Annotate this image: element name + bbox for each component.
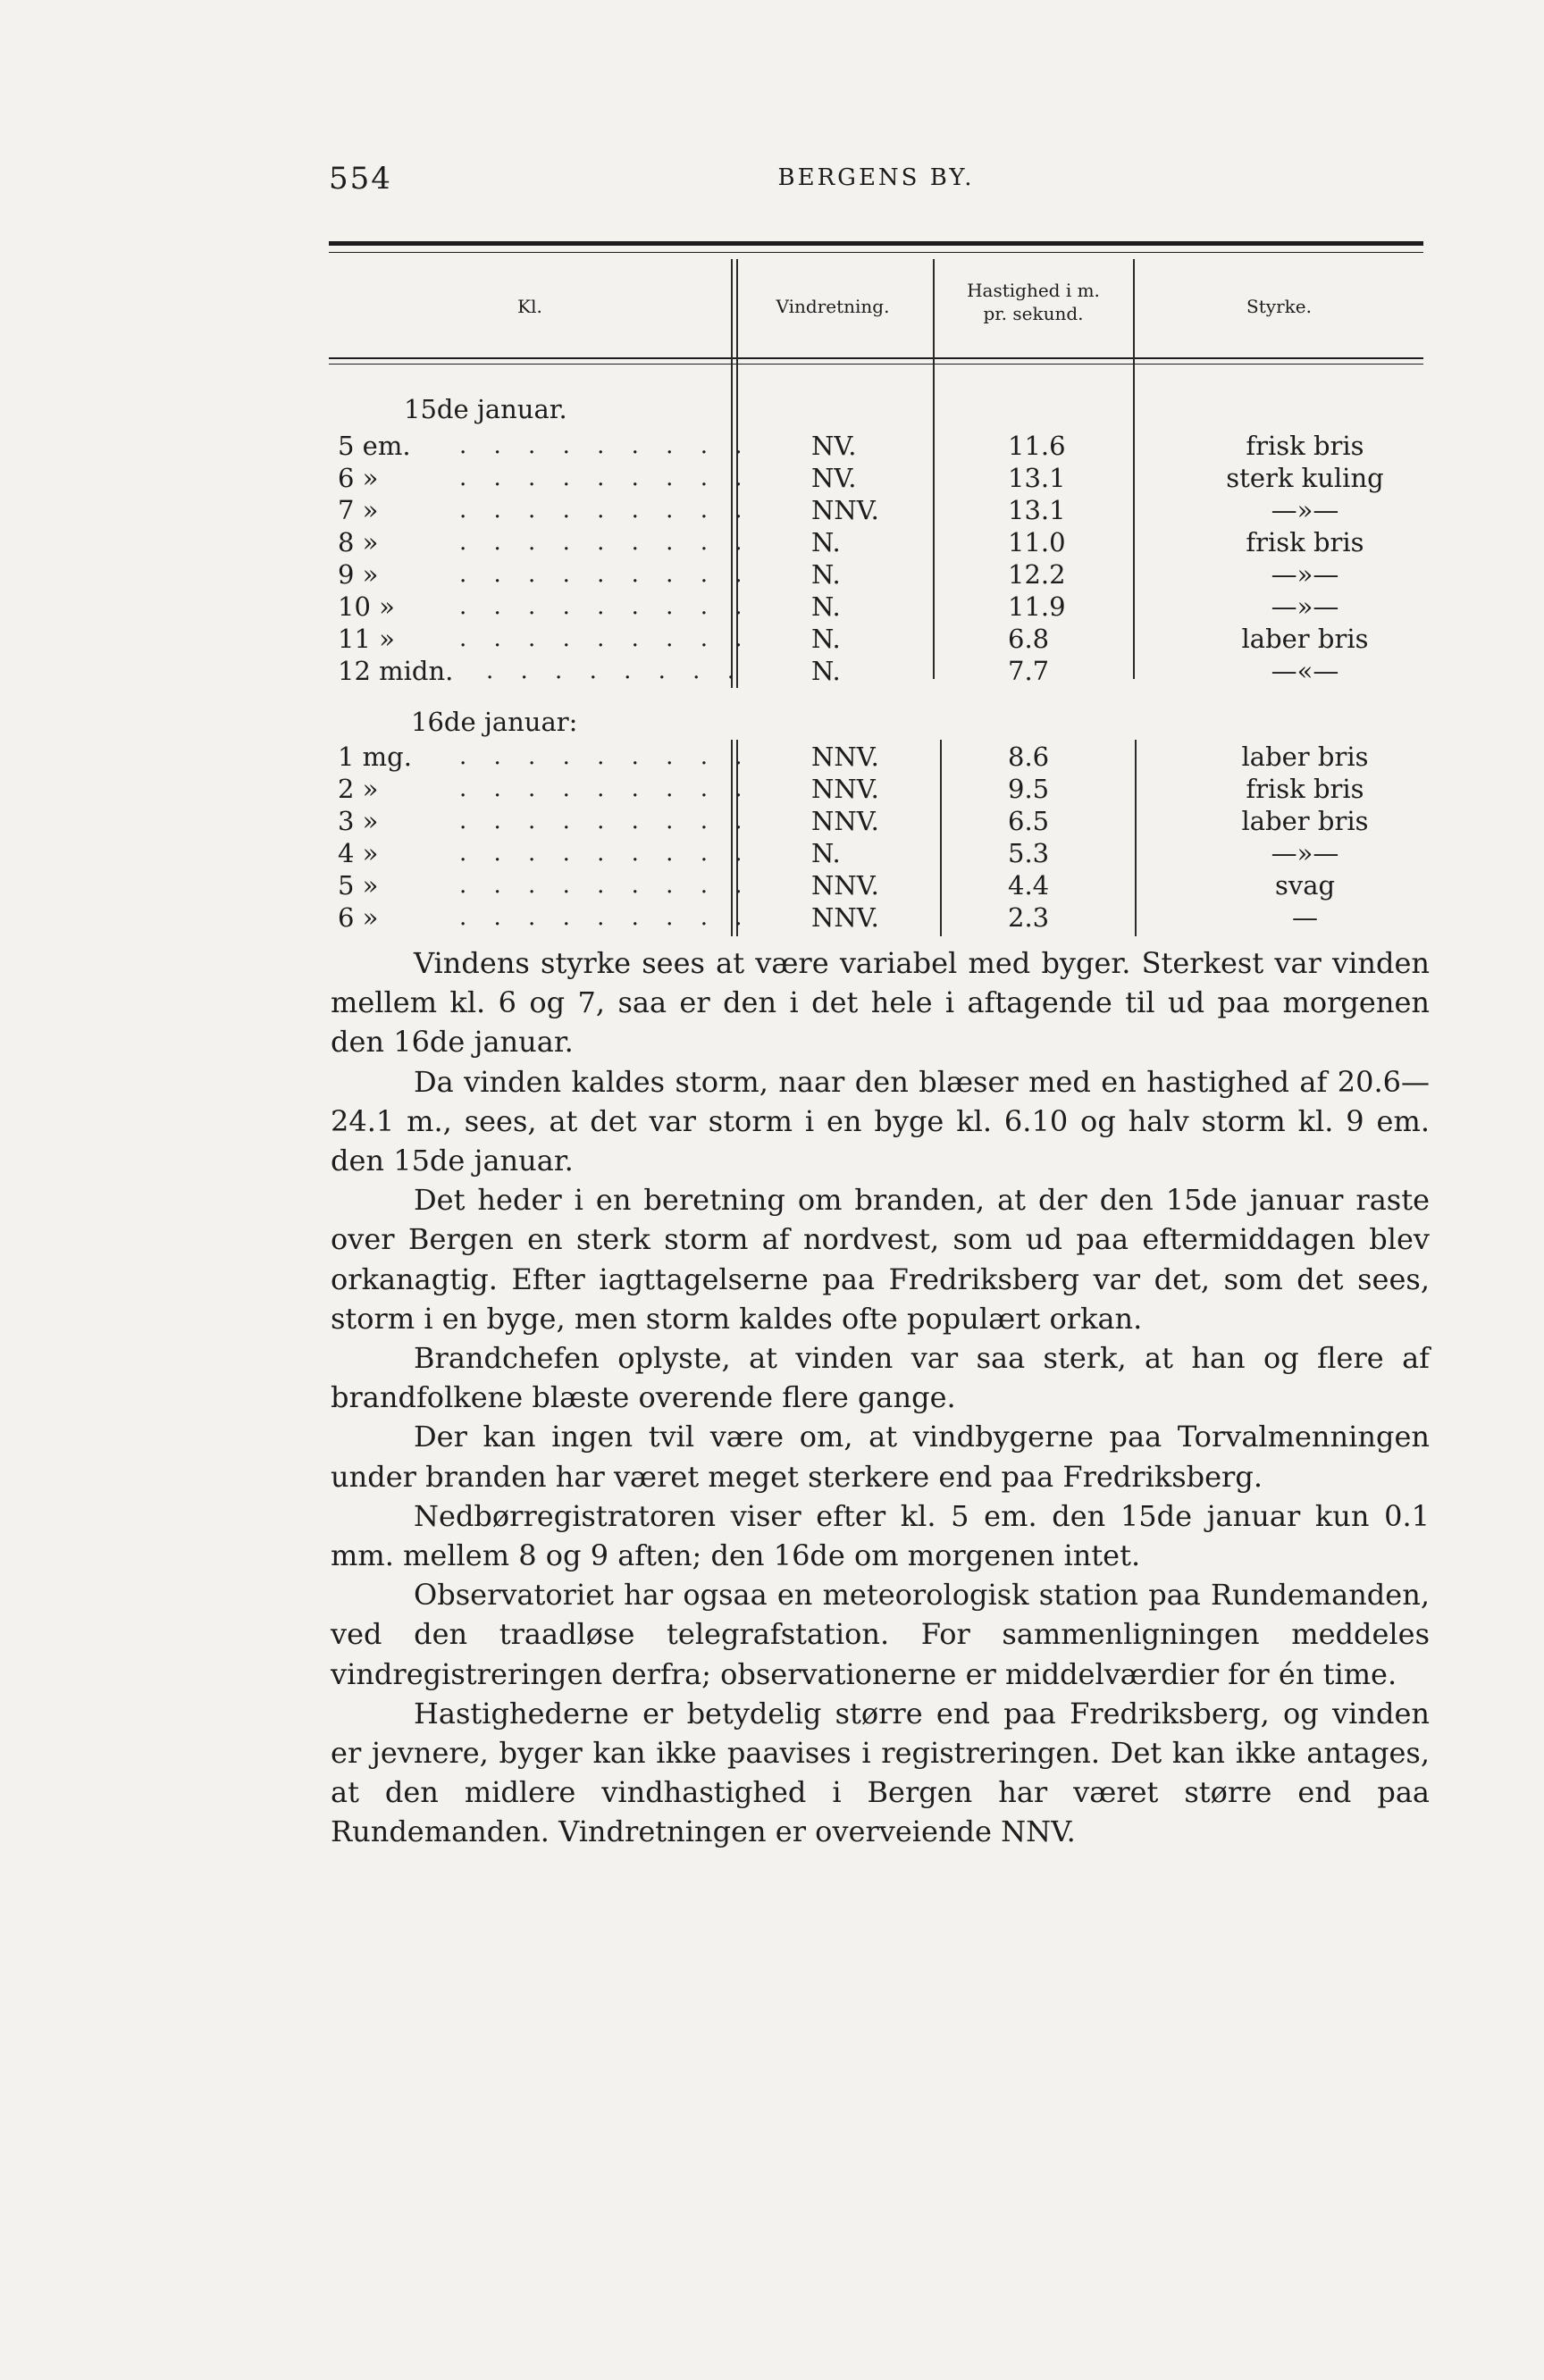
- cell-time: 4 »: [338, 838, 379, 868]
- page-number: 554: [329, 161, 392, 197]
- leader-dots: . . . . . . . . .: [459, 529, 752, 556]
- cell-speed: 4.4: [1008, 870, 1050, 901]
- cell-direction: NNV.: [811, 870, 879, 901]
- cell-time: 6 »: [338, 463, 379, 493]
- table-top-rule-thin: [329, 252, 1423, 253]
- cell-strength: —«—: [1271, 656, 1339, 686]
- body-text: [331, 943, 1430, 1852]
- section-label-16: 16de januar:: [411, 707, 578, 737]
- cell-time: 5 »: [338, 870, 379, 901]
- table-row: [329, 526, 1423, 558]
- paragraph: Det heder i en beretning om branden, at der den 15de januar raste over Bergen en sterk storm af nordvest, som ud paa eftermiddagen blev orkanagtig. Efter iagttagelserne paa Fredriksberg var det, som det sees, storm i en byge, men storm kaldes ofte populært orkan.: [331, 1183, 1430, 1336]
- cell-speed: 12.2: [1008, 559, 1066, 590]
- cell-strength: laber bris: [1241, 624, 1369, 654]
- cell-direction: N.: [811, 559, 841, 590]
- cell-time: 1 mg.: [338, 742, 412, 772]
- cell-speed: 11.9: [1008, 591, 1066, 622]
- cell-strength: —»—: [1271, 838, 1339, 868]
- cell-direction: NNV.: [811, 495, 879, 525]
- column-header-direction: Vindretning.: [776, 296, 890, 317]
- cell-speed: 13.1: [1008, 495, 1066, 525]
- cell-speed: 5.3: [1008, 838, 1050, 868]
- leader-dots: . . . . . . . . .: [459, 465, 752, 491]
- cell-direction: NNV.: [811, 774, 879, 804]
- cell-strength: sterk kuling: [1226, 463, 1384, 493]
- cell-direction: NV.: [811, 431, 857, 461]
- cell-direction: NV.: [811, 463, 857, 493]
- table-row: [329, 430, 1423, 462]
- table-top-rule: [329, 241, 1423, 246]
- cell-strength: frisk bris: [1246, 431, 1364, 461]
- cell-time: 6 »: [338, 902, 379, 933]
- cell-strength: svag: [1274, 870, 1336, 901]
- cell-speed: 6.8: [1008, 624, 1050, 654]
- leader-dots: . . . . . . . . .: [459, 743, 752, 770]
- cell-direction: N.: [811, 624, 841, 654]
- column-header-speed: [934, 279, 1133, 325]
- cell-time: 12 midn.: [338, 656, 454, 686]
- leader-dots: . . . . . . . . .: [459, 904, 752, 931]
- cell-strength: —: [1292, 902, 1318, 933]
- cell-time: 9 »: [338, 559, 379, 590]
- leader-dots: . . . . . . . . .: [459, 840, 752, 867]
- table-row: [329, 462, 1423, 494]
- running-title: BERGENS BY.: [777, 164, 975, 191]
- table-row: [329, 837, 1423, 869]
- cell-time: 7 »: [338, 495, 379, 525]
- paragraph: Vindens styrke sees at være variabel med byger. Sterkest var vinden mellem kl. 6 og 7, saa er den i det hele i aftagende til ud paa morgenen den 16de januar.: [331, 946, 1430, 1060]
- cell-time: 5 em.: [338, 431, 411, 461]
- cell-direction: NNV.: [811, 902, 879, 933]
- paragraph: Da vinden kaldes storm, naar den blæser med en hastighed af 20.6—24.1 m., sees, at det var storm i en byge kl. 6.10 og halv storm kl. 9 em. den 15de januar.: [331, 1064, 1430, 1178]
- cell-strength: laber bris: [1241, 742, 1369, 772]
- leader-dots: . . . . . . . . .: [459, 593, 752, 620]
- leader-dots: . . . . . . . . .: [459, 775, 752, 802]
- cell-strength: laber bris: [1241, 806, 1369, 836]
- cell-time: 8 »: [338, 527, 379, 557]
- table-row: [329, 558, 1423, 591]
- cell-strength: frisk bris: [1246, 774, 1364, 804]
- table-row: [329, 773, 1423, 805]
- section-label-15: 15de januar.: [404, 394, 567, 424]
- leader-dots: . . . . . . . . .: [459, 872, 752, 899]
- header-bottom-rule: [329, 357, 1423, 359]
- leader-dots: . . . . . . . .: [486, 658, 744, 684]
- leader-dots: . . . . . . . . .: [459, 625, 752, 652]
- table-row: [329, 741, 1423, 773]
- cell-time: 2 »: [338, 774, 379, 804]
- paragraph: Observatoriet har ogsaa en meteorologisk station paa Rundemanden, ved den traadløse telegrafstation. For sammenligningen meddeles vindregistreringen derfra; observationerne er middelværdier for én time.: [331, 1578, 1430, 1691]
- column-header-speed-line1: Hastighed i m.: [967, 280, 1100, 301]
- header-bottom-rule-thin: [329, 364, 1423, 365]
- paragraph: Nedbørregistratoren viser efter kl. 5 em. den 15de januar kun 0.1 mm. mellem 8 og 9 aften; den 16de om morgenen intet.: [331, 1498, 1430, 1573]
- leader-dots: . . . . . . . . .: [459, 497, 752, 524]
- cell-speed: 8.6: [1008, 742, 1050, 772]
- table-row: [329, 623, 1423, 655]
- cell-direction: NNV.: [811, 742, 879, 772]
- cell-speed: 11.0: [1008, 527, 1066, 557]
- table-row: [329, 494, 1423, 526]
- cell-speed: 6.5: [1008, 806, 1050, 836]
- cell-direction: N.: [811, 656, 841, 686]
- paragraph: Brandchefen oplyste, at vinden var saa sterk, at han og flere af brandfolkene blæste overende flere gange.: [331, 1341, 1430, 1415]
- table-row: [329, 901, 1423, 934]
- cell-speed: 11.6: [1008, 431, 1066, 461]
- leader-dots: . . . . . . . . .: [459, 808, 752, 834]
- cell-speed: 7.7: [1008, 656, 1050, 686]
- paragraph: Hastighederne er betydelig større end paa Fredriksberg, og vinden er jevnere, byger kan ikke paavises i registreringen. Det kan ikke antages, at den midlere vindhastighed i Bergen har været større end paa Rundemanden. Vindretningen er overveiende NNV.: [331, 1696, 1430, 1849]
- column-header-speed-line2: pr. sekund.: [983, 303, 1084, 324]
- cell-speed: 9.5: [1008, 774, 1050, 804]
- cell-direction: N.: [811, 838, 841, 868]
- leader-dots: . . . . . . . . .: [459, 432, 752, 459]
- cell-direction: NNV.: [811, 806, 879, 836]
- column-header-time: Kl.: [517, 296, 542, 317]
- table-row: [329, 655, 1423, 687]
- cell-strength: —»—: [1271, 591, 1339, 622]
- cell-strength: frisk bris: [1246, 527, 1364, 557]
- cell-direction: N.: [811, 591, 841, 622]
- cell-speed: 13.1: [1008, 463, 1066, 493]
- cell-time: 11 »: [338, 624, 395, 654]
- table-row: [329, 869, 1423, 901]
- cell-time: 3 »: [338, 806, 379, 836]
- cell-direction: N.: [811, 527, 841, 557]
- table-row: [329, 591, 1423, 623]
- cell-strength: —»—: [1271, 495, 1339, 525]
- page-header: [329, 161, 1423, 205]
- leader-dots: . . . . . . . . .: [459, 561, 752, 588]
- cell-speed: 2.3: [1008, 902, 1050, 933]
- cell-strength: —»—: [1271, 559, 1339, 590]
- paragraph: Der kan ingen tvil være om, at vindbygerne paa Torvalmenningen under branden har været meget sterkere end paa Fredriksberg.: [331, 1420, 1430, 1494]
- column-header-strength: Styrke.: [1246, 296, 1312, 317]
- table-row: [329, 805, 1423, 837]
- cell-time: 10 »: [338, 591, 395, 622]
